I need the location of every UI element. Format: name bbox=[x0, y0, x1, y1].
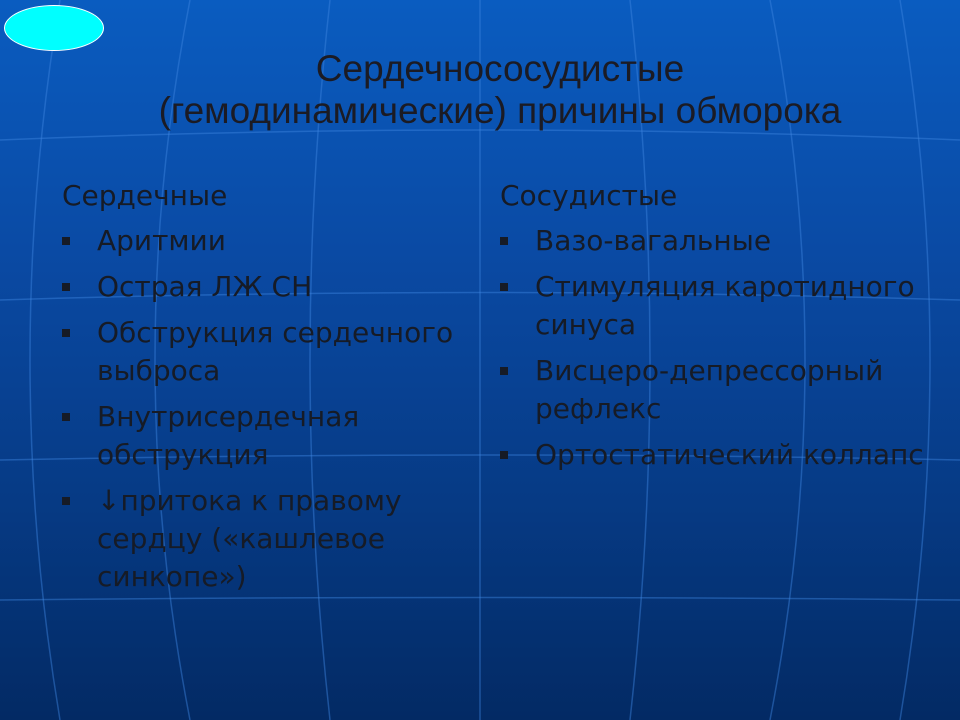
cardiac-column bbox=[62, 178, 462, 604]
square-bullet-icon bbox=[500, 237, 508, 245]
list-item bbox=[500, 352, 940, 428]
list-item-text: Ортостатический коллапс bbox=[535, 438, 924, 471]
list-item bbox=[500, 436, 940, 474]
square-bullet-icon bbox=[500, 367, 508, 375]
list-item-text: Стимуляция каротидного синуса bbox=[535, 270, 915, 341]
list-item-text: Вазо-вагальные bbox=[535, 224, 772, 257]
cardiac-list bbox=[62, 222, 462, 596]
list-item-text: Висцеро-депрессорный рефлекс bbox=[535, 354, 884, 425]
list-item bbox=[500, 268, 940, 344]
square-bullet-icon bbox=[62, 497, 70, 505]
square-bullet-icon bbox=[500, 283, 508, 291]
square-bullet-icon bbox=[500, 451, 508, 459]
list-item-text: Острая ЛЖ СН bbox=[97, 270, 313, 303]
list-item-text: Аритмии bbox=[97, 224, 226, 257]
cardiac-heading: Сердечные bbox=[62, 179, 228, 212]
list-item bbox=[500, 222, 940, 260]
vascular-heading: Сосудистые bbox=[500, 179, 678, 212]
list-item bbox=[62, 314, 462, 390]
square-bullet-icon bbox=[62, 329, 70, 337]
vascular-column bbox=[500, 178, 940, 482]
square-bullet-icon bbox=[62, 237, 70, 245]
list-item bbox=[62, 222, 462, 260]
square-bullet-icon bbox=[62, 413, 70, 421]
vascular-list bbox=[500, 222, 940, 474]
slide-title: Сердечнососудистые (гемодинамические) причины обморока bbox=[158, 48, 842, 131]
list-item-text: Внутрисердечная обструкция bbox=[97, 400, 360, 471]
list-item bbox=[62, 398, 462, 474]
list-item-text: ↓притока к правому сердцу («кашлевое синкопе») bbox=[97, 484, 402, 593]
cyan-oval-shape bbox=[4, 5, 104, 51]
list-item bbox=[62, 482, 462, 596]
list-item-text: Обструкция сердечного выброса bbox=[97, 316, 454, 387]
square-bullet-icon bbox=[62, 283, 70, 291]
list-item bbox=[62, 268, 462, 306]
